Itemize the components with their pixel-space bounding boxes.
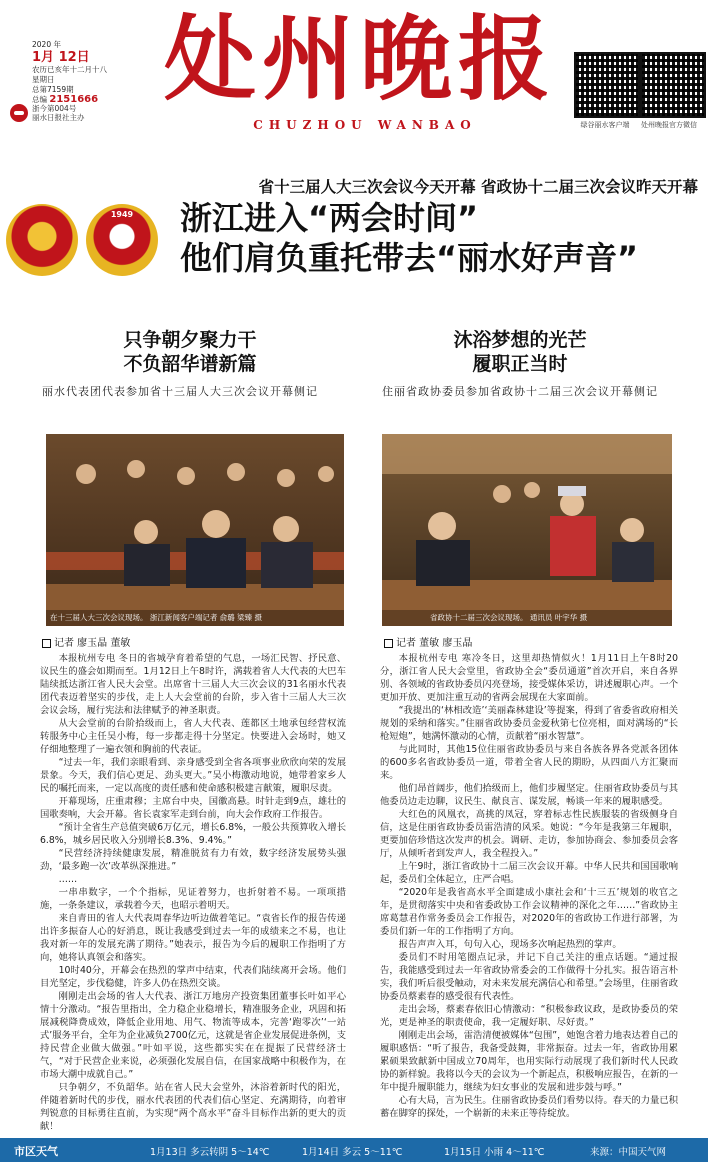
masthead-subtitle: CHUZHOU WANBAO — [253, 118, 477, 132]
right-photo-caption: 省政协十二届三次会议现场。 通讯员 叶宇华 摄 — [430, 613, 588, 622]
left-article-title — [40, 328, 340, 376]
paragraph: 刚刚走出会场，雷浩清便被媒体“包围”，她饱含着力地表达着自己的履职感悟：“听了报告，我备受鼓舞，非常振奋。过去一年，省政协用累累硕果致献新中国成立70周年，也用实际行动展现了我们新时代人民政协的新样貌。我将以今天的会议为一个新起点，积极响应报告，在新的一年中提升履职能力，继续为妇女事业的发展和进步鼓与呼。” — [380, 1030, 678, 1093]
paragraph: 刚刚走出会场的省人大代表、浙江万地房产投资集团董事长叶如平心情十分激动。“报告里指出，全力稳企业稳增长，精准服务企业，巩固和拓展减税降费成效，降低企业用地、用气、物流等成本，完善‘跑零次’‘一站式’服务平台，全年为企业减负2700亿元，这就是省企业发展促进条例，支持民营企业做大做强。”叶如平说，这些都实实在在提振了民营经济士气，“对于民营企业来说，必须强化发展自信，在国家战略中积极作为，在市场大潮中成就自己。” — [40, 991, 346, 1080]
paragraph: 来自青田的省人大代表周春华边听边做着笔记。“袁省长作的报告传递出许多振奋人心的好消息，既让我感受到过去一年的成绩来之不易，也让我对新一年的发展充满了期待。”她表示，报告为今后的履职工作指明了方向，她将认真领会和落实。 — [40, 913, 346, 963]
weather-source: 来源：中国天气网 — [590, 1147, 667, 1158]
paragraph: 心有大局，言为民生。住丽省政协委员们看势以待。春天的力量已积蓄在脚穿的探处，一个崭新的未来正等待绽放。 — [380, 1095, 678, 1119]
right-article-body — [380, 652, 678, 1136]
qr-caption-wechat: 处州晚报官方微信 — [641, 121, 697, 129]
issue-weekday: 星期日 — [32, 75, 55, 84]
issue-meta — [32, 40, 142, 105]
national-emblem-icon — [6, 204, 78, 276]
publisher: 丽水日报社主办 — [32, 113, 85, 122]
headline-line-1: 浙江进入“两会时间” — [180, 199, 479, 237]
paragraph: 本报杭州专电 寒冷冬日，这里却热情似火！1月11日上午8时20分，浙江省人民大会堂里，省政协全会“委员通道”首次开启，来自各界别、各领域的省政协委员闪亮登场，接受媒体采访，讲述履职心声。一个更加开放、更加注重互动的省两会展现在大家面前。 — [380, 653, 678, 703]
weather-day-1: 1月13日 多云转阴 5～14℃ — [150, 1147, 270, 1158]
weather-day-3: 1月15日 小雨 4～11℃ — [444, 1147, 545, 1158]
issue-code: 总编 2151666 — [32, 94, 99, 105]
left-article-photo — [46, 434, 344, 626]
paragraph: “预计全省生产总值突破6万亿元，增长6.8%，一般公共预算收入增长6.8%，城乡居民收入分别增长8.3%、9.4%。” — [40, 822, 346, 846]
weather-day-2: 1月14日 多云 5～11℃ — [302, 1147, 403, 1158]
issue-date: 1月 12日 — [32, 50, 90, 65]
left-byline: 记者 廖玉晶 董敏 — [42, 634, 130, 649]
right-title-line-2: 履职正当时 — [472, 353, 568, 375]
paragraph: 开幕现场，庄重肃穆；主席台中央，国徽高悬。时针走到9点，雄壮的国歌奏响，大会开幕。省长袁家军走到台前，向大会作政府工作报告。 — [40, 796, 346, 820]
paragraph: 10时40分，开幕会在热烈的掌声中结束，代表们陆续离开会场。他们目光坚定，步伐稳健，许多人仍在热烈交谈。 — [40, 965, 346, 989]
qr-code-icon — [574, 52, 640, 118]
paragraph: 一串串数字，一个个指标，见证着努力，也折射着不易。一项项措施，一条条建议，承载着今天，也昭示着明天。 — [40, 887, 346, 911]
paragraph: 本报杭州专电 冬日的省城孕育着希望的气息，一场汇民智、抒民意、议民生的盛会如期而至。1月12日上午8时许，满载着省人大代表的大巴车陆续抵达浙江省人民大会堂。出席省十三届人大三次会议的31名丽水代表团代表迈着坚实的步伐，走上人大会堂前的台阶，步入省十三届人大三次会议会场，履行宪法和法律赋予的神圣职责。 — [40, 653, 346, 716]
byline-box-icon — [384, 639, 393, 648]
paragraph: 上午9时，浙江省政协十二届三次会议开幕。中华人民共和国国歌响起，委员们全体起立，庄严合唱。 — [380, 861, 678, 885]
paragraph: “我提出的‘林相改造’‘美丽森林建设’等提案，得到了省委省政府相关规划的采纳和落实。”住丽省政协委员金爱秋第七位亮相，面对满场的“长枪短炮”，她满怀激动的心情，贡献着“丽水智慧”。 — [380, 705, 678, 742]
paragraph: 从大会堂前的台阶拾级而上，省人大代表、莲都区土地承包经营权流转服务中心主任吴小梅，每一步都走得十分坚定。快要进入会场时，她又仔细地整理了一遍衣领和胸前的代表证。 — [40, 718, 346, 755]
right-article-photo — [382, 434, 672, 626]
issue-total: 总第7159期 — [32, 85, 74, 94]
left-photo-image — [46, 434, 344, 626]
headline-kicker: 省十三届人大三次会议今天开幕 省政协十二届三次会议昨天开幕 — [258, 178, 698, 196]
paragraph: …… — [58, 874, 78, 885]
byline-box-icon — [42, 639, 51, 648]
paragraph: 报告声声入耳，句句入心，现场多次响起热烈的掌声。 — [398, 939, 622, 950]
issue-year: 2020 年 — [32, 40, 61, 49]
left-photo-caption: 在十三届人大三次会议现场。 浙江新闻客户端记者 俞璐 梁臻 摄 — [50, 613, 263, 622]
paragraph: “2020年是我省高水平全面建成小康社会和‘十三五’规划的收官之年，是贯彻落实中央和省委政协工作会议精神的深化之年……”省政协主席葛慧君作常务委员会工作报告，对2020年的省政协工作进行部署，为委员们新一年的工作指明了方向。 — [380, 887, 678, 937]
right-article-deck: 住丽省政协委员参加省政协十二届三次会议开幕侧记 — [382, 385, 658, 398]
right-photo-image — [382, 434, 672, 626]
left-article-body — [40, 652, 346, 1136]
paragraph: 大红色的风凰衣，高挑的凤冠，穿着标志性民族服装的省级侧身自信，这是住丽省政协委员雷浩清的风采。她说：“今年是我第三年履职，更要加倍珍惜这次发声的机会。调研、走访，参加协商会、参加委员会客厅，从倾听者到发声人，我全程投入。” — [380, 809, 678, 859]
paragraph: 走出会场，蔡素春依旧心情激动：“积极参政议政，是政协委员的荣光，更是神圣的职责使命，我一定履好职、尽好责。” — [380, 1004, 678, 1028]
emblem-year: 1949 — [110, 210, 134, 219]
qr-code-icon — [640, 52, 706, 118]
left-article-deck: 丽水代表团代表参加省十三届人大三次会议开幕侧记 — [42, 385, 318, 398]
issue-lunar: 农历已亥年十二月十八 — [32, 65, 107, 74]
right-article-title — [370, 328, 670, 376]
paragraph: 他们昂首阔步，他们拾级而上，他们步履坚定。住丽省政协委员与其他委员边走边聊，议民生、献良言、谋发展，畅谈一年来的履职感受。 — [380, 783, 678, 807]
right-byline: 记者 董敏 廖玉晶 — [384, 634, 472, 649]
paragraph: 只争朝夕，不负韶华。站在省人民大会堂外，沐浴着新时代的阳光，伴随着新时代的步伐，丽水代表团的代表们信心坚定、充满期待，向着审判锐意的目标勇往直前，为实现“两个高水平”奋斗目标作出新的更大的贡献！ — [40, 1082, 346, 1132]
weather-bar — [0, 1138, 708, 1162]
right-title-line-1: 沐浴梦想的光芒 — [453, 329, 587, 351]
masthead-title: 处州晚报 — [163, 5, 556, 113]
weather-title: 市区天气 — [14, 1145, 58, 1158]
paragraph: 与此同时，其他15位住丽省政协委员与来自各族各界各党派各团体的600多名省政协委员一道，带着全省人民的期盼，从四面八方汇聚而来。 — [380, 744, 678, 781]
publisher-logo-icon — [10, 104, 28, 122]
publisher-info — [32, 104, 142, 122]
left-title-line-1: 只争朝夕聚力干 — [123, 329, 257, 351]
left-title-line-2: 不负韶华谱新篇 — [123, 353, 257, 375]
registration: 浙今第004号 — [32, 104, 77, 113]
headline-line-2: 他们肩负重托带去“丽水好声音” — [180, 239, 639, 277]
paragraph: “民营经济持续健康发展，精准脱贫有力有效，数字经济发展势头强劲，‘最多跑一次’改革纵深推进。” — [40, 848, 346, 872]
paragraph: “过去一年，我们亲眼看到、亲身感受到全省各项事业欣欣向荣的发展景象。今天，我们信心更足、劲头更大。”吴小梅激动地说，她带着家乡人民的嘱托而来，一定以高度的责任感和使命感积极建言献策，履职尽责。 — [40, 757, 346, 794]
qr-caption-app: 绿谷丽水客户端 — [580, 121, 630, 129]
paragraph: 委员们不时用笔圈点记录，并记下自己关注的重点话题。“通过报告，我能感受到过去一年省政协常委会的工作做得十分扎实。报告语言朴实，我们听后很受触动，对未来发展充满信心和希望。”会场里，住丽省政协委员蔡素春的感受很有代表性。 — [380, 952, 678, 1002]
